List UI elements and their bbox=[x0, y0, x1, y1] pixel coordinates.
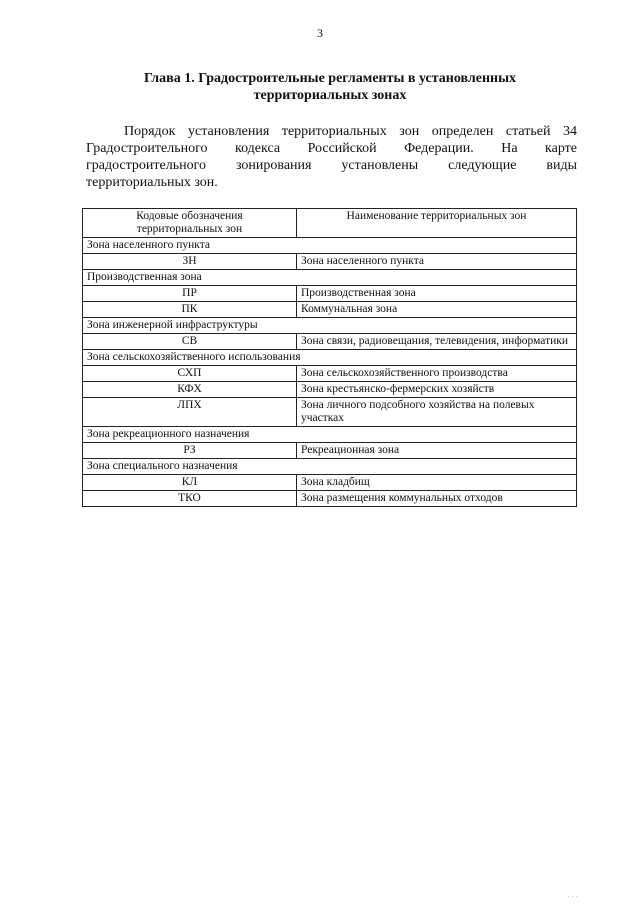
zone-group-row bbox=[83, 350, 577, 366]
name-column-header: Наименование территориальных зон bbox=[297, 209, 577, 238]
zone-code-cell: ТКО bbox=[83, 491, 297, 507]
table-header-row bbox=[83, 209, 577, 238]
zone-name-cell: Зона крестьянско-фермерских хозяйств bbox=[297, 382, 577, 398]
zone-name-cell: Коммунальная зона bbox=[297, 302, 577, 318]
zone-name-cell: Зона кладбищ bbox=[297, 475, 577, 491]
intro-paragraph bbox=[86, 123, 577, 191]
zone-name-cell: Зона связи, радиовещания, телевидения, информатики bbox=[297, 334, 577, 350]
zone-code-cell: ПК bbox=[83, 302, 297, 318]
table-body bbox=[83, 238, 577, 507]
chapter-heading-line-2: территориальных зонах bbox=[253, 88, 407, 103]
zone-name-cell: Производственная зона bbox=[297, 286, 577, 302]
table-row bbox=[83, 366, 577, 382]
zone-group-title: Зона инженерной инфраструктуры bbox=[83, 318, 577, 334]
table-row bbox=[83, 475, 577, 491]
zone-group-title: Зона сельскохозяйственного использования bbox=[83, 350, 577, 366]
zone-name-cell: Зона населенного пункта bbox=[297, 254, 577, 270]
corner-mark: · · · bbox=[567, 893, 578, 901]
code-column-header-line-1: Кодовые обозначения bbox=[136, 210, 243, 222]
table-row bbox=[83, 443, 577, 459]
code-column-header-line-2: территориальных зон bbox=[136, 223, 243, 235]
intro-line-2: Градостроительного кодекса Российской Федерации. На карте bbox=[86, 141, 577, 156]
zone-name-cell: Зона личного подсобного хозяйства на полевых участках bbox=[297, 398, 577, 427]
table-row bbox=[83, 334, 577, 350]
chapter-heading bbox=[60, 70, 600, 104]
zone-group-title: Зона населенного пункта bbox=[83, 238, 577, 254]
zone-name-cell: Зона сельскохозяйственного производства bbox=[297, 366, 577, 382]
code-column-header bbox=[83, 209, 297, 238]
intro-line-1: Порядок установления территориальных зон определен статьей 34 bbox=[124, 124, 577, 139]
zone-code-cell: ПР bbox=[83, 286, 297, 302]
zone-name-cell: Рекреационная зона bbox=[297, 443, 577, 459]
table-row bbox=[83, 491, 577, 507]
zone-code-cell: РЗ bbox=[83, 443, 297, 459]
zone-group-title: Производственная зона bbox=[83, 270, 577, 286]
zone-code-cell: СХП bbox=[83, 366, 297, 382]
territorial-zones-table bbox=[82, 208, 577, 507]
table-row bbox=[83, 302, 577, 318]
table-row bbox=[83, 286, 577, 302]
intro-line-3: градостроительного зонирования установлены следующие виды bbox=[86, 158, 577, 173]
page-number: 3 bbox=[317, 26, 323, 40]
zone-group-row bbox=[83, 318, 577, 334]
zone-group-title: Зона рекреационного назначения bbox=[83, 427, 577, 443]
zone-code-cell: КФХ bbox=[83, 382, 297, 398]
table-row bbox=[83, 398, 577, 427]
chapter-heading-line-1: Глава 1. Градостроительные регламенты в установленных bbox=[143, 71, 517, 86]
zone-name-cell: Зона размещения коммунальных отходов bbox=[297, 491, 577, 507]
zone-code-cell: ЛПХ bbox=[83, 398, 297, 427]
zone-code-cell: ЗН bbox=[83, 254, 297, 270]
zone-code-cell: КЛ bbox=[83, 475, 297, 491]
zone-group-row bbox=[83, 427, 577, 443]
intro-line-4: территориальных зон. bbox=[86, 175, 218, 190]
zone-group-row bbox=[83, 459, 577, 475]
zone-code-cell: СВ bbox=[83, 334, 297, 350]
zone-group-row bbox=[83, 270, 577, 286]
zone-group-title: Зона специального назначения bbox=[83, 459, 577, 475]
table-row bbox=[83, 382, 577, 398]
table-row bbox=[83, 254, 577, 270]
zone-group-row bbox=[83, 238, 577, 254]
